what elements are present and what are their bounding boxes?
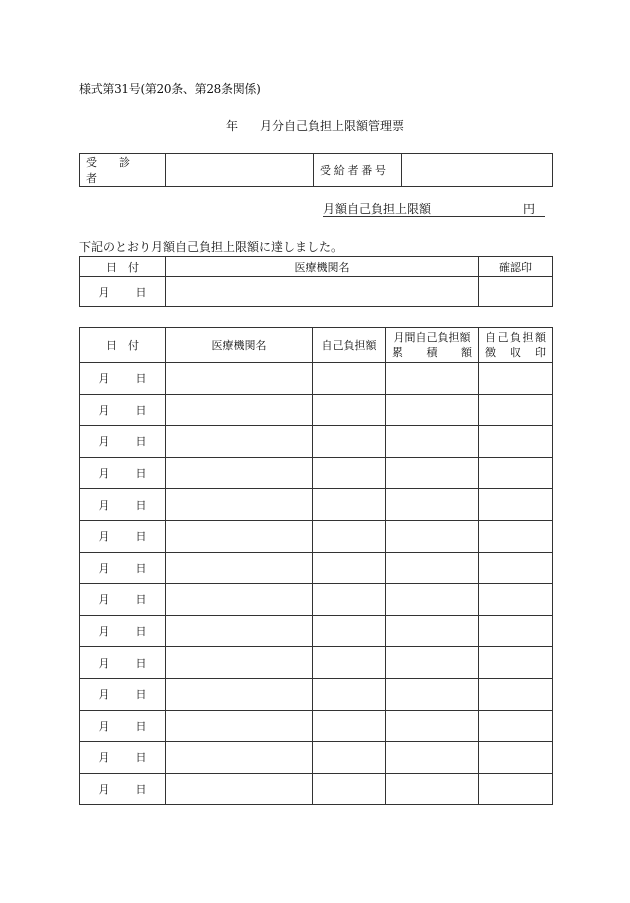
monthly-limit-label: 月額自己負担上限額 <box>323 202 432 216</box>
ledger-institution-cell[interactable] <box>166 457 313 489</box>
cumulative-header-line2 <box>386 345 478 360</box>
monthly-limit-line[interactable] <box>323 202 545 217</box>
notice-text: 下記のとおり月額自己負担上限額に達しました。 <box>79 240 344 254</box>
ledger-institution-cell[interactable] <box>166 520 313 552</box>
collect-char: 収 <box>510 346 521 359</box>
month-label: 月 <box>98 751 110 765</box>
table-row <box>80 584 553 616</box>
collect-char: 額 <box>535 331 546 344</box>
recipient-number-label: 受給者番号 <box>314 154 402 187</box>
collect-char: 印 <box>535 346 546 359</box>
ledger-self-pay-cell[interactable] <box>313 426 386 458</box>
ledger-table <box>79 327 553 805</box>
ledger-cumulative-cell[interactable] <box>386 394 479 426</box>
ledger-self-pay-cell[interactable] <box>313 773 386 805</box>
ledger-cumulative-cell[interactable] <box>386 773 479 805</box>
day-label: 日 <box>135 656 147 670</box>
table-row <box>80 394 553 426</box>
day-label: 日 <box>135 593 147 607</box>
ledger-self-pay-cell[interactable] <box>313 710 386 742</box>
month-label: 月 <box>98 719 110 733</box>
confirmation-table <box>79 256 553 307</box>
ledger-cumulative-cell[interactable] <box>386 615 479 647</box>
ledger-date-cell[interactable] <box>80 647 166 679</box>
ledger-self-pay-cell[interactable] <box>313 552 386 584</box>
table-row <box>80 742 553 774</box>
ledger-collection-seal-cell[interactable] <box>479 584 553 616</box>
table-row <box>80 773 553 805</box>
ledger-institution-cell[interactable] <box>166 647 313 679</box>
day-label: 日 <box>135 285 147 299</box>
ledger-date-cell[interactable] <box>80 426 166 458</box>
ledger-collection-seal-cell[interactable] <box>479 363 553 395</box>
month-label: 月 <box>98 403 110 417</box>
ledger-institution-cell[interactable] <box>166 742 313 774</box>
cumulative-char: 積 <box>426 346 438 359</box>
day-label: 日 <box>135 625 147 639</box>
ledger-date-cell[interactable] <box>80 742 166 774</box>
title-text: 月分自己負担上限額管理票 <box>260 119 405 133</box>
ledger-date-header: 日 付 <box>80 328 166 363</box>
ledger-self-pay-cell[interactable] <box>313 615 386 647</box>
ledger-self-pay-cell[interactable] <box>313 520 386 552</box>
ledger-cumulative-cell[interactable] <box>386 584 479 616</box>
table-row <box>80 647 553 679</box>
confirm-seal-cell[interactable] <box>479 277 553 307</box>
recipient-number-field[interactable] <box>402 154 553 187</box>
day-label: 日 <box>135 372 147 386</box>
day-label: 日 <box>135 403 147 417</box>
ledger-self-pay-cell[interactable] <box>313 363 386 395</box>
ledger-cumulative-cell[interactable] <box>386 710 479 742</box>
ledger-institution-cell[interactable] <box>166 489 313 521</box>
day-label: 日 <box>135 498 147 512</box>
collect-char: 負 <box>510 331 521 344</box>
day-label: 日 <box>135 435 147 449</box>
day-label: 日 <box>135 751 147 765</box>
ledger-date-cell[interactable] <box>80 773 166 805</box>
ledger-date-cell[interactable] <box>80 710 166 742</box>
table-row <box>80 426 553 458</box>
form-number: 様式第31号(第20条、第28条関係) <box>79 82 261 96</box>
ledger-date-cell[interactable] <box>80 394 166 426</box>
ledger-cumulative-cell[interactable] <box>386 520 479 552</box>
ledger-cumulative-cell[interactable] <box>386 742 479 774</box>
confirm-institution-header: 医療機関名 <box>166 257 479 277</box>
patient-label: 受 診 者 <box>80 154 166 187</box>
cumulative-char: 額 <box>461 346 472 359</box>
ledger-date-cell[interactable] <box>80 584 166 616</box>
ledger-collection-seal-cell[interactable] <box>479 742 553 774</box>
ledger-cumulative-cell[interactable] <box>386 552 479 584</box>
month-label: 月 <box>98 285 110 299</box>
ledger-cumulative-cell[interactable] <box>386 426 479 458</box>
collect-char: 自 <box>485 331 496 344</box>
ledger-self-pay-cell[interactable] <box>313 584 386 616</box>
ledger-collection-seal-cell[interactable] <box>479 678 553 710</box>
ledger-date-cell[interactable] <box>80 489 166 521</box>
month-label: 月 <box>98 783 110 797</box>
ledger-institution-cell[interactable] <box>166 394 313 426</box>
month-label: 月 <box>98 467 110 481</box>
recipient-table <box>79 153 553 187</box>
ledger-institution-cell[interactable] <box>166 615 313 647</box>
day-label: 日 <box>135 561 147 575</box>
ledger-institution-cell[interactable] <box>166 363 313 395</box>
ledger-cumulative-cell[interactable] <box>386 647 479 679</box>
table-row <box>80 710 553 742</box>
confirm-date-cell[interactable] <box>80 277 166 307</box>
ledger-self-pay-cell[interactable] <box>313 394 386 426</box>
table-row <box>80 520 553 552</box>
ledger-date-cell[interactable] <box>80 457 166 489</box>
month-label: 月 <box>98 656 110 670</box>
month-label: 月 <box>98 372 110 386</box>
collect-header-line1 <box>479 330 552 345</box>
month-label: 月 <box>98 561 110 575</box>
ledger-self-pay-cell[interactable] <box>313 647 386 679</box>
ledger-institution-cell[interactable] <box>166 773 313 805</box>
ledger-date-cell[interactable] <box>80 615 166 647</box>
ledger-collection-seal-header <box>479 328 553 363</box>
ledger-collection-seal-cell[interactable] <box>479 647 553 679</box>
ledger-cumulative-cell[interactable] <box>386 457 479 489</box>
table-row <box>80 552 553 584</box>
confirm-date-header: 日 付 <box>80 257 166 277</box>
patient-name-field[interactable] <box>166 154 314 187</box>
table-row <box>80 457 553 489</box>
ledger-cumulative-cell[interactable] <box>386 363 479 395</box>
confirm-seal-header: 確認印 <box>479 257 553 277</box>
day-label: 日 <box>135 530 147 544</box>
ledger-self-pay-cell[interactable] <box>313 489 386 521</box>
ledger-collection-seal-cell[interactable] <box>479 489 553 521</box>
ledger-institution-cell[interactable] <box>166 552 313 584</box>
ledger-institution-cell[interactable] <box>166 584 313 616</box>
collect-char: 徴 <box>485 346 496 359</box>
month-label: 月 <box>98 688 110 702</box>
ledger-cumulative-cell[interactable] <box>386 678 479 710</box>
ledger-collection-seal-cell[interactable] <box>479 710 553 742</box>
ledger-collection-seal-cell[interactable] <box>479 773 553 805</box>
cumulative-char: 累 <box>392 346 403 359</box>
yen-unit: 円 <box>522 202 535 216</box>
ledger-institution-header: 医療機関名 <box>166 328 313 363</box>
table-row <box>80 489 553 521</box>
confirm-institution-cell[interactable] <box>166 277 479 307</box>
ledger-date-cell[interactable] <box>80 520 166 552</box>
ledger-collection-seal-cell[interactable] <box>479 457 553 489</box>
month-label: 月 <box>98 530 110 544</box>
collect-char: 担 <box>522 331 534 344</box>
ledger-collection-seal-cell[interactable] <box>479 615 553 647</box>
title-year: 年 <box>225 119 238 133</box>
ledger-self-pay-cell[interactable] <box>313 742 386 774</box>
day-label: 日 <box>135 783 147 797</box>
month-label: 月 <box>98 625 110 639</box>
ledger-self-pay-cell[interactable] <box>313 457 386 489</box>
ledger-self-pay-header: 自己負担額 <box>313 328 386 363</box>
collect-char: 己 <box>497 331 509 344</box>
table-row <box>80 678 553 710</box>
ledger-date-cell[interactable] <box>80 678 166 710</box>
ledger-institution-cell[interactable] <box>166 710 313 742</box>
day-label: 日 <box>135 719 147 733</box>
ledger-collection-seal-cell[interactable] <box>479 394 553 426</box>
ledger-institution-cell[interactable] <box>166 678 313 710</box>
ledger-self-pay-cell[interactable] <box>313 678 386 710</box>
ledger-institution-cell[interactable] <box>166 426 313 458</box>
month-label: 月 <box>98 435 110 449</box>
ledger-collection-seal-cell[interactable] <box>479 426 553 458</box>
ledger-collection-seal-cell[interactable] <box>479 520 553 552</box>
day-label: 日 <box>135 688 147 702</box>
table-row <box>80 363 553 395</box>
cumulative-header-line1: 月間自己負担額 <box>393 331 471 344</box>
ledger-date-cell[interactable] <box>80 363 166 395</box>
ledger-cumulative-cell[interactable] <box>386 489 479 521</box>
ledger-collection-seal-cell[interactable] <box>479 552 553 584</box>
month-label: 月 <box>98 498 110 512</box>
ledger-cumulative-header <box>386 328 479 363</box>
table-row <box>80 615 553 647</box>
month-label: 月 <box>98 593 110 607</box>
collect-header-line2 <box>479 345 552 360</box>
day-label: 日 <box>135 467 147 481</box>
ledger-date-cell[interactable] <box>80 552 166 584</box>
page-title <box>0 117 630 134</box>
